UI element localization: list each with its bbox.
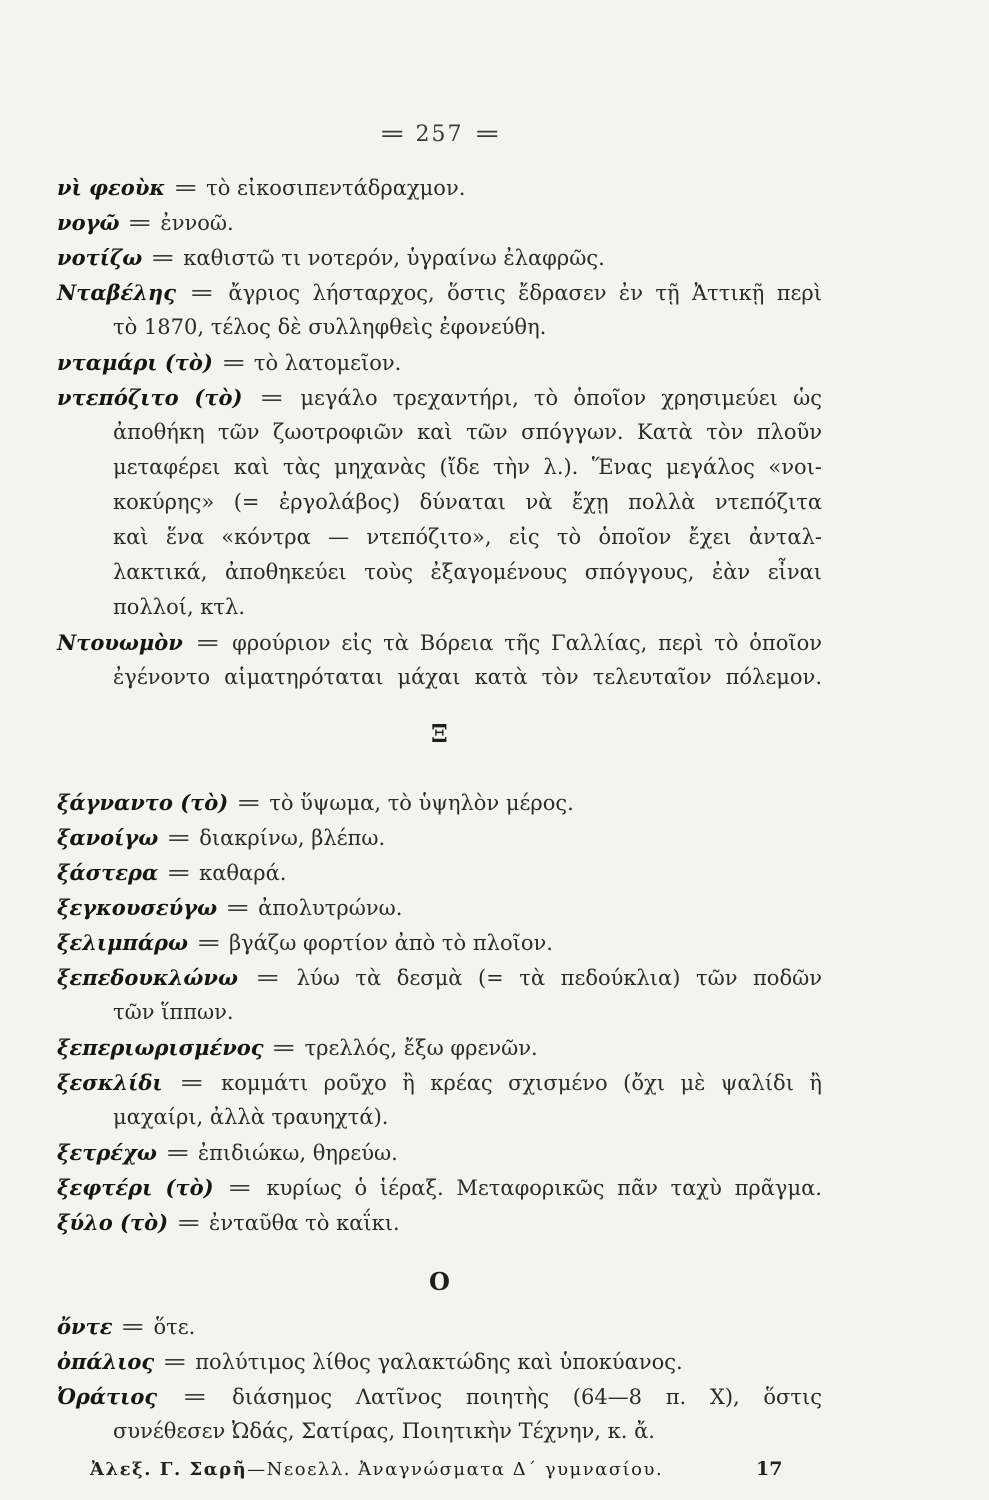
entry-definition: ἀπολυτρώνω.: [258, 896, 403, 920]
entry-line: [57, 170, 822, 205]
entry-definition-line: πολλοί, κτλ.: [113, 595, 246, 619]
entry-headword: ξεσκλίδι: [57, 1070, 163, 1095]
glossary-section-xi: [57, 785, 822, 1240]
entry-definition: φρούριον εἰς τὰ Βόρεια τῆς Γαλλίας, περὶ τὸ ὁποῖον: [232, 631, 822, 655]
entry-headword: ξετρέχω: [57, 1140, 157, 1165]
entry-definition-line: μαχαίρι, ἀλλὰ τραυηχτά).: [113, 1105, 389, 1129]
entry-line: [57, 1170, 822, 1205]
glossary-entry: [57, 380, 822, 625]
entry-line: [57, 1205, 822, 1240]
equals-sign: =: [164, 1141, 191, 1165]
glossary-entry: [57, 240, 822, 275]
glossary-entry: [57, 205, 822, 240]
glossary-entry: [57, 925, 822, 960]
section-letter-omicron: Ο: [429, 1267, 450, 1296]
glossary-entry: [57, 170, 822, 205]
entry-line: [57, 625, 822, 660]
entry-headword: ξελιμπάρω: [57, 930, 188, 955]
entry-definition: πολύτιμος λίθος γαλακτώδης καὶ ὑποκύανος.: [195, 1350, 683, 1374]
glossary-entry: [57, 960, 822, 1030]
equals-sign: =: [165, 861, 192, 885]
entry-line: [57, 785, 822, 820]
entry-line: [57, 1135, 822, 1170]
page-footer: [90, 1452, 663, 1487]
entry-headword: ξεπεριωρισμένος: [57, 1035, 264, 1060]
entry-headword: ξεπεδουκλώνω: [57, 965, 238, 990]
entry-line: [57, 820, 822, 855]
entry-headword: νοτίζω: [57, 245, 143, 270]
entry-headword: ξάγναντο (τὸ): [57, 790, 229, 815]
entry-definition: τὸ εἰκοσιπεντάδραχμον.: [206, 176, 466, 200]
entry-line: [57, 380, 822, 415]
glossary-entry: [57, 1205, 822, 1240]
glossary-entry: [57, 625, 822, 695]
entry-line: [57, 925, 822, 960]
entry-headword: ξύλο (τὸ): [57, 1210, 169, 1235]
equals-sign: =: [161, 1350, 188, 1374]
entry-definition: ὅτε.: [153, 1315, 196, 1339]
entry-definition-line: συνέθεσεν Ὠδάς, Σατίρας, Ποιητικὴν Τέχνην, κ. ἄ.: [113, 1419, 655, 1443]
entry-headword: ξεγκουσεύγω: [57, 895, 218, 920]
glossary-entry: [57, 275, 822, 345]
equals-sign: =: [220, 351, 247, 375]
glossary-entry: [57, 1344, 822, 1379]
entry-line: [57, 205, 822, 240]
glossary-entry: [57, 785, 822, 820]
equals-sign: =: [189, 281, 215, 305]
glossary-entry: [57, 1135, 822, 1170]
entry-definition: καθαρά.: [199, 861, 287, 885]
equals-sign: =: [227, 1176, 253, 1200]
equals-sign: =: [195, 931, 222, 955]
entry-headword: νὶ φεοὺκ: [57, 175, 166, 200]
entry-headword: ξεφτέρι (τὸ): [57, 1175, 214, 1200]
glossary-entry: [57, 1170, 822, 1205]
entry-line: [57, 240, 822, 275]
equals-sign: =: [181, 1385, 208, 1409]
entry-definition-line: ἀποθήκη τῶν ζωοτροφιῶν καὶ τῶν σπόγγων. Κατὰ τὸν πλοῦν: [113, 420, 822, 444]
entry-definition: ἐννοῶ.: [160, 211, 234, 235]
header-left-rule: =: [378, 122, 406, 147]
entry-headword: ντεπόζιτο (τὸ): [57, 385, 243, 410]
entry-definition-line: ἐγένοντο αἱματηρόταται μάχαι κατὰ τὸν τελευταῖον πόλεμον.: [113, 665, 822, 689]
entry-definition: ἐνταῦθα τὸ καΐκι.: [209, 1211, 400, 1235]
entry-definition-line: καὶ ἕνα «κόντρα — ντεπόζιτο», εἰς τὸ ὁποῖον ἔχει ἀνταλ-: [113, 525, 822, 549]
entry-headword: Ὀράτιος: [57, 1384, 158, 1409]
entry-definition: τὸ λατομεῖον.: [253, 351, 402, 375]
equals-sign: =: [120, 1315, 146, 1339]
footer-book-title: —Νεοελλ. Ἀναγνώσματα Δ΄ γυμνασίου.: [247, 1459, 664, 1480]
entry-definition-line: τὸ 1870, τέλος δὲ συλληφθεὶς ἐφονεύθη.: [113, 315, 547, 339]
glossary-section-omicron: [57, 1309, 822, 1449]
entry-headword: ξάστερα: [57, 860, 159, 885]
entry-line: [57, 1344, 822, 1379]
glossary-section-n: [57, 170, 822, 695]
footer-author: Ἀλεξ. Γ. Σαρῆ: [90, 1459, 248, 1480]
entry-definition: καθιστῶ τι νοτερόν, ὑγραίνω ἐλαφρῶς.: [183, 246, 605, 270]
entry-definition: τρελλός, ἔξω φρενῶν.: [304, 1036, 538, 1060]
header-right-rule: =: [473, 122, 501, 147]
equals-sign: =: [175, 1211, 202, 1235]
equals-sign: =: [258, 386, 285, 410]
entry-line: [57, 890, 822, 925]
entry-definition: κυρίως ὁ ἱέραξ. Μεταφορικῶς πᾶν ταχὺ πρᾶγμα.: [266, 1176, 822, 1200]
glossary-entry: [57, 1379, 822, 1449]
equals-sign: =: [127, 211, 153, 235]
entry-definition-line: τῶν ἵππων.: [113, 1000, 234, 1024]
entry-line: [57, 1309, 822, 1344]
glossary-entry: [57, 1030, 822, 1065]
entry-headword: ὀπάλιος: [57, 1349, 155, 1374]
equals-sign: =: [179, 1071, 205, 1095]
glossary-entry: [57, 890, 822, 925]
section-letter-xi: Ξ: [431, 719, 448, 748]
glossary-entry: [57, 855, 822, 890]
glossary-entry: [57, 345, 822, 380]
glossary-entry: [57, 1309, 822, 1344]
entry-line: [57, 855, 822, 890]
entry-definition: κομμάτι ροῦχο ἢ κρέας σχισμένο (ὄχι μὲ ψαλίδι ἢ: [221, 1071, 822, 1095]
equals-sign: =: [271, 1036, 297, 1060]
equals-sign: =: [254, 966, 281, 990]
entry-line: [57, 1379, 822, 1414]
entry-definition: διακρίνω, βλέπω.: [199, 826, 386, 850]
signature-number: 17: [756, 1458, 783, 1480]
entry-line: [57, 1065, 822, 1100]
entry-definition-line: κοκύρης» (= ἐργολάβος) δύναται νὰ ἔχῃ πολλὰ ντεπόζιτα: [113, 490, 822, 514]
entry-line: [57, 345, 822, 380]
page-number: 257: [415, 122, 464, 147]
entry-definition-line: λακτικά, ἀποθηκεύει τοὺς ἐξαγομένους σπόγγους, ἐὰν εἶναι: [113, 560, 822, 584]
glossary-entry: [57, 820, 822, 855]
entry-line: [57, 960, 822, 995]
page-header: [57, 117, 822, 152]
equals-sign: =: [194, 631, 221, 655]
entry-definition: τὸ ὕψωμα, τὸ ὑψηλὸν μέρος.: [269, 791, 574, 815]
entry-headword: νταμάρι (τὸ): [57, 350, 213, 375]
entry-definition: βγάζω φορτίον ἀπὸ τὸ πλοῖον.: [228, 931, 553, 955]
equals-sign: =: [150, 246, 176, 270]
entry-headword: Νταβέλης: [57, 280, 176, 305]
equals-sign: =: [235, 791, 262, 815]
entry-definition: μεγάλο τρεχαντήρι, τὸ ὁποῖον χρησιμεύει ὡς: [300, 386, 822, 410]
glossary-entry: [57, 1065, 822, 1135]
entry-line: [57, 275, 822, 310]
entry-headword: ὄντε: [57, 1314, 113, 1339]
entry-definition: ἐπιδιώκω, θηρεύω.: [197, 1141, 398, 1165]
entry-headword: νογῶ: [57, 210, 120, 235]
entry-line: [57, 1030, 822, 1065]
entry-headword: Ντουωμὸν: [57, 630, 183, 655]
entry-definition-line: μεταφέρει καὶ τὰς μηχανὰς (ἴδε τὴν λ.). Ἕνας μεγάλος «νοι-: [113, 455, 822, 479]
entry-definition: λύω τὰ δεσμὰ (= τὰ πεδούκλια) τῶν ποδῶν: [296, 966, 822, 990]
equals-sign: =: [224, 896, 251, 920]
entry-definition: ἄγριος λήσταρχος, ὅστις ἔδρασεν ἐν τῇ Ἀττικῇ περὶ: [228, 281, 822, 305]
entry-definition: διάσημος Λατῖνος ποιητὴς (64—8 π. Χ), ὅστις: [232, 1385, 822, 1409]
equals-sign: =: [172, 176, 199, 200]
equals-sign: =: [165, 826, 192, 850]
entry-headword: ξανοίγω: [57, 825, 159, 850]
